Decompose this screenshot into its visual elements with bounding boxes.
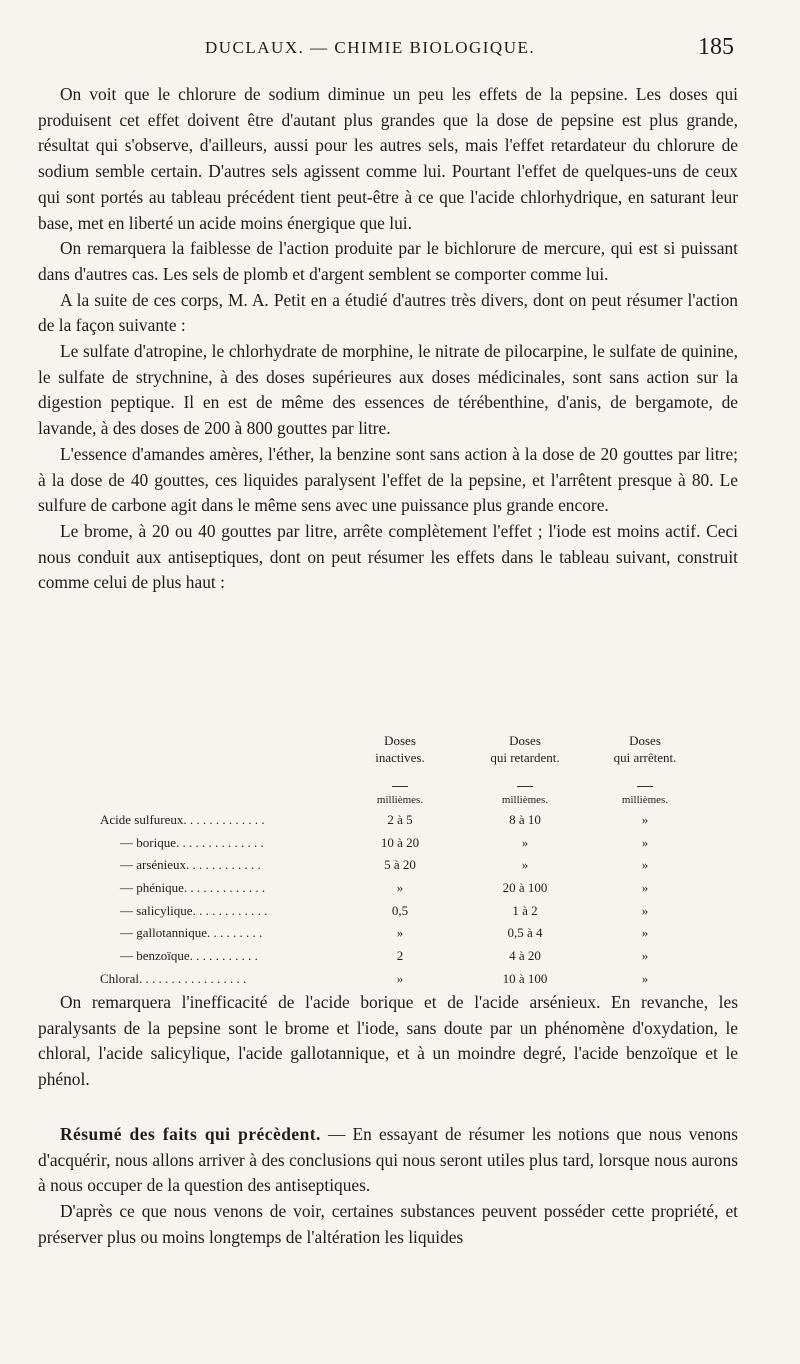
dose-retard: 10 à 100 — [502, 970, 548, 986]
paragraph: L'essence d'amandes amères, l'éther, la benzine sont sans action à la dose de 20 gouttes par litre; à la dose de 40 gouttes, ces liquides paralysent l'effet de la pepsine, et l'arrêtent presque à 80. Le sulfure de carbone agit dans le même sens avec une puissance plus grande encore. — [38, 443, 738, 516]
running-head: DUCLAUX. — CHIMIE BIOLOGIQUE. — [205, 38, 536, 57]
table-header-row — [100, 732, 700, 780]
dose-retard: » — [521, 857, 529, 873]
substance-name: — gallotannique. . . . . . . . . — [120, 925, 263, 941]
col-header-retard: Doses qui retardent. — [490, 733, 560, 765]
paragraph: On voit que le chlorure de sodium diminue un peu les effets de la pepsine. Les doses qui produisent cet effet doivent être d'autant plus grandes que la dose de pepsine est plus grande, résultat qui s'observe, d'ailleurs, aussi pour les autres sels, mais l'effet retardateur du chlorure de sodium semble certain. D'autres sels agissent comme lui. Pourtant l'effet de quelques-uns de ceux qui sont portés au tableau précédent tient peut-être à ce que l'acide chlorhydrique, en saturant leur base, met en liberté un acide moins énergique que lui. — [38, 84, 738, 233]
dose-inactive: 2 — [396, 948, 404, 964]
dose-retard: 1 à 2 — [512, 902, 538, 918]
table-row — [100, 812, 700, 835]
table-row — [100, 903, 700, 926]
body-text-after-table — [38, 990, 738, 1093]
col-header-inactive: Doses inactives. — [375, 733, 425, 765]
unit-label: millièmes. — [376, 794, 424, 806]
body-text-section — [38, 1122, 738, 1251]
dose-inactive: » — [396, 880, 404, 896]
paragraph: A la suite de ces corps, M. A. Petit en a étudié d'autres très divers, dont on peut résumer l'action de la façon suivante : — [38, 289, 738, 336]
dose-arret: » — [641, 834, 649, 850]
substance-name: — benzoïque. . . . . . . . . . . — [120, 948, 258, 964]
table-row — [100, 857, 700, 880]
page-number: 185 — [698, 34, 734, 60]
dose-arret: » — [641, 925, 649, 941]
dose-retard: » — [521, 834, 529, 850]
dose-inactive: » — [396, 970, 404, 986]
table-row — [100, 835, 700, 858]
substance-name: Acide sulfureux. . . . . . . . . . . . . — [100, 812, 265, 827]
dose-arret: » — [641, 902, 649, 918]
header-dash — [392, 786, 408, 787]
section-paragraph — [38, 1122, 738, 1199]
section-title: Résumé des faits qui précèdent. — [60, 1124, 321, 1144]
paragraph: Le sulfate d'atropine, le chlorhydrate de morphine, le nitrate de pilocarpine, le sulfate de quinine, le sulfate de strychnine, à des doses supérieures aux doses médicinales, sont sans action sur la digestion peptique. Il en est de même des essences de térébenthine, d'anis, de bergamote, de lavande, à des doses de 200 à 800 gouttes par litre. — [38, 341, 738, 439]
paragraph: Le brome, à 20 ou 40 gouttes par litre, arrête complètement l'effet ; l'iode est moins actif. Ceci nous conduit aux antiseptiques, dont on peut résumer les effets dans le tableau suivant, construit comme celui de plus haut : — [38, 520, 738, 593]
paragraph: On remarquera la faiblesse de l'action produite par le bichlorure de mercure, qui est si puissant dans d'autres cas. Les sels de plomb et d'argent semblent se comporter comme lui. — [38, 238, 738, 284]
dose-inactive: 10 à 20 — [380, 834, 420, 850]
section-text: — En essayant de résumer les notions que nous venons d'acquérir, nous allons arriver à des conclusions qui nous seront utiles plus tard, lorsque nous aurons à nous occuper de la question des antiseptiques. — [38, 1124, 738, 1196]
paragraph: D'après ce que nous venons de voir, certaines substances peuvent posséder cette propriété, et préserver plus ou moins longtemps de l'altération les liquides — [38, 1201, 738, 1247]
col-header-arret: Doses qui arrêtent. — [613, 733, 677, 765]
table-row — [100, 948, 700, 971]
dose-arret: » — [641, 812, 649, 827]
header-dashes — [100, 780, 700, 794]
dose-inactive: 2 à 5 — [387, 812, 413, 827]
table-row — [100, 925, 700, 948]
page-header — [40, 34, 734, 68]
header-dash — [637, 786, 653, 787]
unit-label: millièmes. — [501, 794, 549, 806]
dose-retard: 4 à 20 — [509, 948, 541, 964]
substance-name: — salicylique. . . . . . . . . . . . — [120, 902, 268, 918]
dose-retard: 0,5 à 4 — [507, 925, 543, 941]
substance-name: — phénique. . . . . . . . . . . . . — [120, 880, 266, 896]
dose-retard: 20 à 100 — [502, 880, 548, 896]
table-row — [100, 880, 700, 903]
dose-inactive: 0,5 — [391, 902, 409, 918]
substance-name: Chloral. . . . . . . . . . . . . . . . . — [100, 970, 247, 986]
substance-name: — arsénieux. . . . . . . . . . . . — [120, 857, 261, 873]
dose-retard: 8 à 10 — [509, 812, 541, 827]
dose-arret: » — [641, 880, 649, 896]
header-dash — [517, 786, 533, 787]
paragraph: On remarquera l'inefficacité de l'acide borique et de l'acide arsénieux. En revanche, les paralysants de la pepsine sont le brome et l'iode, sans doute par un phénomène d'oxydation, le chloral, l'acide salicylique, l'acide gallotannique, et à un moindre degré, l'acide benzoïque et le phénol. — [38, 992, 738, 1090]
dose-inactive: » — [396, 925, 404, 941]
antiseptics-table — [100, 732, 700, 994]
dose-arret: » — [641, 948, 649, 964]
dose-arret: » — [641, 857, 649, 873]
substance-name: — borique. . . . . . . . . . . . . . — [120, 834, 264, 850]
units-row — [100, 794, 700, 812]
unit-label: millièmes. — [621, 794, 669, 806]
body-text-top — [38, 82, 738, 596]
dose-arret: » — [641, 970, 649, 986]
dose-inactive: 5 à 20 — [384, 857, 416, 873]
